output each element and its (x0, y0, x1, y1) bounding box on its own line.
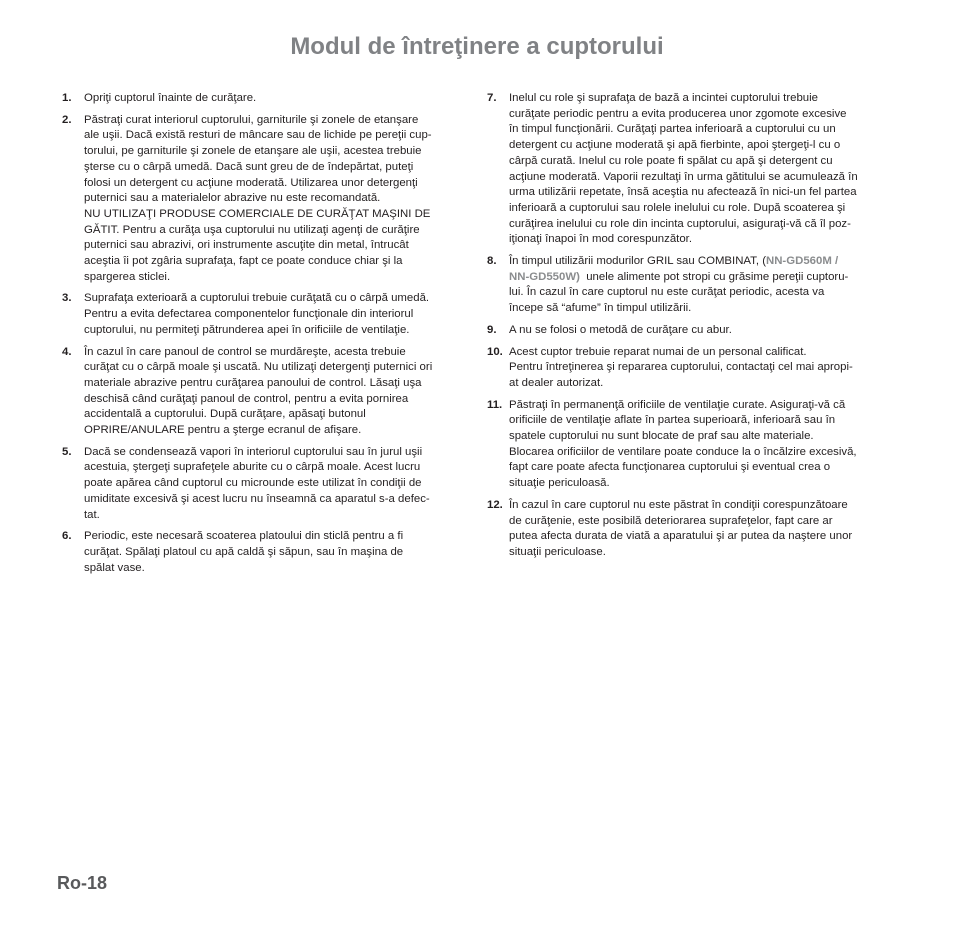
text-line: În cazul în care panoul de control se murdăreşte, acesta trebuie (84, 345, 406, 358)
text-line: Pentru a evita defectarea componentelor funcţionale din interiorul (84, 308, 414, 321)
item-number: 7. (487, 92, 497, 104)
list-item (487, 91, 897, 248)
text-line: deschisă când curăţaţi panoul de control, pentru a evita pornirea (84, 392, 409, 405)
text-line: tat. (84, 508, 100, 521)
list-item (62, 445, 470, 524)
item-text (84, 445, 470, 524)
text-line: puternici sau abrazivi, ori instrumente ascuţite din metal, întrucât (84, 239, 409, 252)
text-line: acestuia, ştergeţi suprafeţele aburite cu o cârpă moale. Acest lucru (84, 461, 421, 474)
text-line: Păstraţi curat interiorul cuptorului, garniturile şi zonele de etanşare (84, 113, 419, 126)
text-line: lui. În cazul în care cuptorul nu este curăţat periodic, acesta va (509, 286, 825, 299)
text-line: inferioară a cuptorului sau rolele inelului cu role. După scoaterea şi (509, 201, 846, 214)
text-line: de curăţenie, este posibilă deteriorarea suprafeţelor, fapt care ar (509, 514, 833, 527)
item-number: 8. (487, 255, 497, 268)
text-line: iţionaţi înapoi în mod corespunzător. (509, 233, 692, 246)
item-text (509, 345, 897, 392)
text-segment: În timpul utilizării modurilor GRIL sau COMBINAT, ( (509, 255, 766, 268)
text-line: aceştia îi pot zgâria suprafaţa, fapt ce poate conduce chiar şi la (84, 255, 403, 268)
list-item (487, 498, 897, 561)
item-text (509, 254, 897, 317)
item-number: 10. (487, 345, 503, 358)
text-line: Suprafaţa exterioară a cuptorului trebuie curăţată cu o cârpă umedă. (84, 292, 430, 305)
page-number: Ro-18 (57, 873, 108, 893)
text-line: Pentru întreţinerea şi repararea cuptorului, contactaţi cel mai apropi- (509, 361, 853, 374)
item-number: 4. (62, 345, 72, 358)
item-text (84, 113, 470, 286)
list-item (62, 345, 470, 439)
list-item (62, 291, 470, 338)
text-line: curăţat cu o cârpă moale şi uscată. Nu utilizaţi detergenţi puternici ori (84, 361, 433, 374)
item-number: 3. (62, 292, 72, 305)
list-item (62, 113, 470, 286)
item-text (84, 91, 470, 107)
item-text (84, 345, 470, 439)
list-item (487, 345, 897, 392)
text-line: accidentală a cuptorului. După curăţare, apăsaţi butonul (84, 408, 366, 421)
item-text (509, 91, 897, 248)
item-number: 9. (487, 323, 497, 336)
right-column (487, 91, 897, 567)
text-line: at dealer autorizat. (509, 376, 604, 389)
text-line (509, 270, 897, 286)
text-line: spargerea sticlei. (84, 270, 171, 283)
item-number: 1. (62, 92, 72, 104)
text-line: în timpul funcţionării. Curăţaţi partea inferioară a cuptorului cu un (509, 123, 836, 136)
item-text (509, 398, 897, 492)
left-column (62, 91, 470, 582)
text-line: putea afecta durata de viată a aparatului şi ar putea da naştere unor (509, 530, 853, 543)
item-text (84, 291, 470, 338)
text-line: situaţie periculoasă. (509, 477, 610, 490)
page-title: Modul de întreţinere a cuptorului (290, 33, 664, 60)
text-line: ale uşii. Dacă există resturi de mâncare sau de lichide pe pereţii cup- (84, 129, 432, 142)
text-line: spatele cuptorului nu sunt blocate de praf sau alte materiale. (509, 430, 814, 443)
model-code: NN-GD550W) (509, 270, 580, 283)
text-line: folosi un detergent cu acţiune moderată. Utilizarea unor detergenţi (84, 176, 418, 189)
item-number: 5. (62, 445, 72, 458)
item-number: 6. (62, 530, 72, 543)
text-line: fapt care poate afecta funcţionarea cuptorului şi eventual crea o (509, 461, 831, 474)
text-line: puternici sau a materialelor abrazive nu este recomandată. (84, 192, 381, 205)
text-line: Periodic, este necesară scoaterea platoului din sticlă pentru a fi (84, 530, 404, 543)
text-line: spălat vase. (84, 561, 145, 574)
text-line: orificiile de ventilaţie aflate în partea superioară, inferioară sau în (509, 414, 836, 427)
item-text (509, 498, 897, 561)
item-text (84, 529, 470, 576)
item-number: 12. (487, 498, 503, 511)
text-line: curăţirea inelului cu role din incinta cuptorului, asiguraţi-vă că îl poz- (509, 217, 851, 230)
item-number: 2. (62, 113, 72, 126)
text-line: acţiune moderată. Vaporii rezultaţi în urma gătitului se acumulează în (509, 170, 858, 183)
text-line: curăţate periodic pentru a evita producerea unor zgomote excesive (509, 107, 847, 120)
item-text (509, 323, 897, 339)
text-line: cârpă curată. Inelul cu role poate fi spălat cu apă şi detergent cu (509, 154, 833, 167)
list-item (487, 254, 897, 317)
text-line: Opriţi cuptorul înainte de curăţare. (84, 92, 257, 104)
text-line: materiale abrazive pentru curăţarea panoului de control. Lăsaţi uşa (84, 376, 422, 389)
text-line: detergent cu acţiune moderată şi apă fierbinte, apoi ştergeţi-l cu o (509, 139, 841, 152)
text-line: NU UTILIZAŢI PRODUSE COMERCIALE DE CURĂŢAT MAŞINI DE (84, 207, 431, 220)
text-line: începe să “afume” în timpul utilizării. (509, 302, 692, 315)
text-line: În cazul în care cuptorul nu este păstrat în condiţii corespunzătoare (509, 498, 848, 511)
item-number: 11. (487, 398, 503, 411)
text-line: curăţat. Spălaţi platoul cu apă caldă şi săpun, sau în maşina de (84, 545, 404, 558)
text-segment: unele alimente pot stropi cu grăsime pereţii cuptoru- (579, 270, 849, 283)
text-line: situaţii periculoase. (509, 545, 606, 558)
text-line: şterse cu o cârpă umedă. Dacă sunt greu de de îndepărtat, puteţi (84, 160, 414, 173)
list-item (487, 323, 897, 339)
text-line: Dacă se condensează vapori în interiorul cuptorului sau în jurul uşii (84, 445, 423, 458)
text-line: umiditate excesivă şi acest lucru nu înseamnă ca aparatul s-a defec- (84, 492, 430, 505)
text-line (509, 254, 897, 270)
text-line: GĂTIT. Pentru a curăţa uşa cuptorului nu utilizaţi agenţi de curăţire (84, 223, 420, 236)
list-item (487, 398, 897, 492)
list-item (62, 91, 470, 107)
model-code: NN-GD560M / (765, 255, 839, 268)
text-line: urma utilizării repetate, însă aceştia nu afectează în nici-un fel partea (509, 186, 857, 199)
text-line: OPRIRE/ANULARE pentru a şterge ecranul de afişare. (84, 424, 362, 437)
text-line: torului, pe garniturile şi zonele de etanşare ale uşii, acestea trebuie (84, 145, 422, 158)
list-item (62, 529, 470, 576)
text-line: Acest cuptor trebuie reparat numai de un personal calificat. (509, 345, 807, 358)
text-line: Inelul cu role şi suprafaţa de bază a incintei cuptorului trebuie (509, 92, 818, 104)
text-line: poate apărea când cuptorul cu microunde este utilizat în condiţii de (84, 477, 422, 490)
text-line: cuptorului, nu permiteţi pătrunderea apei în orificiile de ventilaţie. (84, 323, 410, 336)
text-line: Păstraţi în permanenţă orificiile de ventilaţie curate. Asiguraţi-vă că (509, 398, 846, 411)
text-line: Blocarea orificiilor de ventilare poate conduce la o încălzire excesivă, (509, 445, 857, 458)
text-line: A nu se folosi o metodă de curăţare cu abur. (509, 323, 732, 336)
